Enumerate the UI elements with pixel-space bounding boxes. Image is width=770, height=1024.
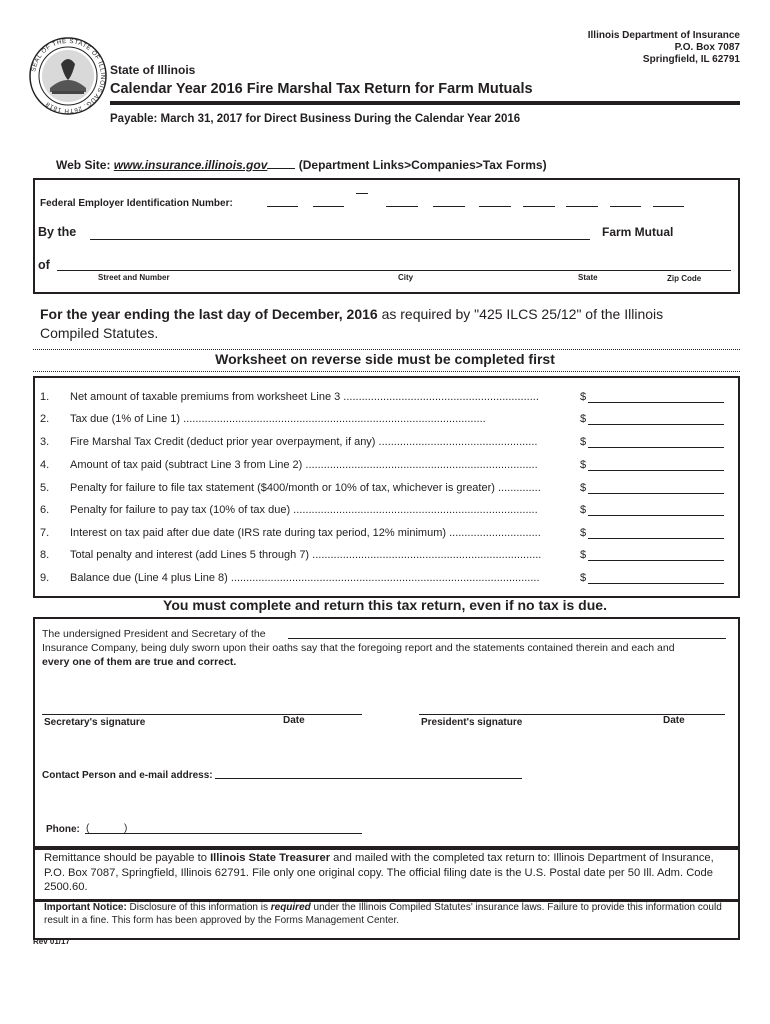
worksheet-heading: Worksheet on reverse side must be completed first	[215, 351, 555, 367]
fein-digit-field[interactable]	[523, 206, 555, 207]
year-statement-rest: as required by "425 ILCS 25/12" of the Illinois Compiled Statutes.	[40, 306, 664, 341]
form-title: Calendar Year 2016 Fire Marshal Tax Return for Farm Mutuals	[110, 81, 533, 97]
fein-digit-field[interactable]	[653, 206, 684, 207]
payable-date: Payable: March 31, 2017 for Direct Business During the Calendar Year 2016	[110, 113, 521, 125]
fein-digit-field[interactable]	[386, 206, 418, 207]
president-date-label: Date	[663, 715, 685, 726]
fein-digit-field[interactable]	[610, 206, 641, 207]
website-path: (Department Links>Companies>Tax Forms)	[298, 158, 547, 172]
secretary-signature-field[interactable]	[42, 714, 362, 715]
must-complete-notice: You must complete and return this tax return, even if no tax is due.	[163, 597, 607, 613]
line-amount-field[interactable]	[588, 481, 724, 494]
remittance-text: Remittance should be payable to Illinois State Treasurer and mailed with the completed tax return to: Illinois Department of Insurance, P.O. Box 7087, Springfield, Illinois 62791. File only one original copy. The official filing date is the U.S. Postal date per 50 Ill. Adm. Code 2500.60.	[44, 852, 714, 893]
line-amount-field[interactable]	[588, 526, 724, 539]
secretary-date-label: Date	[283, 715, 305, 726]
line-amount-field[interactable]	[588, 435, 724, 448]
company-name-field[interactable]	[90, 239, 590, 240]
attestation-line3: every one of them are true and correct.	[42, 656, 237, 668]
phone-label: Phone:	[46, 824, 80, 835]
of-label: of	[38, 258, 50, 272]
department-city: Springfield, IL 62791	[642, 54, 740, 65]
website-label: Web Site:	[56, 158, 111, 172]
line-amount-field[interactable]	[588, 412, 724, 425]
fein-dash	[356, 193, 368, 194]
contact-field[interactable]	[215, 778, 522, 779]
farm-mutual-label: Farm Mutual	[602, 225, 674, 239]
by-the-label: By the	[38, 225, 77, 239]
zip-label: Zip Code	[667, 274, 702, 283]
president-signature-label: President's signature	[421, 717, 523, 728]
divider	[33, 371, 740, 372]
title-rule	[110, 101, 740, 105]
divider	[33, 349, 740, 350]
company-attest-field[interactable]	[288, 638, 726, 639]
seal-text: SEAL OF THE STATE OF ILLINOIS AUG. 26TH 1818	[30, 37, 107, 115]
state-field-label: State	[578, 273, 598, 282]
website-line	[56, 158, 547, 172]
street-label: Street and Number	[98, 273, 170, 282]
fein-digit-field[interactable]	[433, 206, 465, 207]
line-amount-field[interactable]	[588, 571, 724, 584]
department-po-box: P.O. Box 7087	[674, 42, 740, 53]
state-label: State of Illinois	[110, 63, 196, 77]
line-amount-field[interactable]	[588, 503, 724, 516]
line-amount-field[interactable]	[588, 390, 724, 403]
city-label: City	[398, 273, 414, 282]
secretary-signature-label: Secretary's signature	[44, 717, 146, 728]
line-amount-field[interactable]	[588, 548, 724, 561]
department-name: Illinois Department of Insurance	[587, 30, 740, 41]
state-seal	[28, 36, 108, 116]
website-link[interactable]: www.insurance.illinois.gov	[113, 158, 268, 172]
phone-field[interactable]	[85, 833, 362, 834]
fein-digit-field[interactable]	[267, 206, 298, 207]
fein-digit-field[interactable]	[479, 206, 511, 207]
important-notice: Important Notice: Disclosure of this information is required under the Illinois Compiled Statutes' insurance laws. Failure to provide this information could result in a fine. This form has been approved by the Forms Management Center.	[44, 902, 722, 926]
line-amount-field[interactable]	[588, 458, 724, 471]
contact-label: Contact Person and e-mail address:	[42, 770, 213, 781]
fein-digit-field[interactable]	[566, 206, 598, 207]
phone-open-paren: (	[86, 823, 90, 834]
department-address	[588, 30, 740, 66]
fein-label: Federal Employer Identification Number:	[40, 198, 233, 209]
address-field[interactable]	[57, 270, 731, 271]
attestation-line1: The undersigned President and Secretary of the	[42, 628, 266, 640]
revision-label: Rev 01/17	[33, 937, 70, 946]
year-statement-bold: For the year ending the last day of December, 2016	[40, 306, 378, 322]
attestation-line2: Insurance Company, being duly sworn upon their oaths say that the foregoing report and the statements contained therein and each and	[42, 642, 675, 654]
year-statement	[40, 305, 720, 343]
phone-close-paren: )	[124, 823, 128, 834]
fein-digit-field[interactable]	[313, 206, 344, 207]
